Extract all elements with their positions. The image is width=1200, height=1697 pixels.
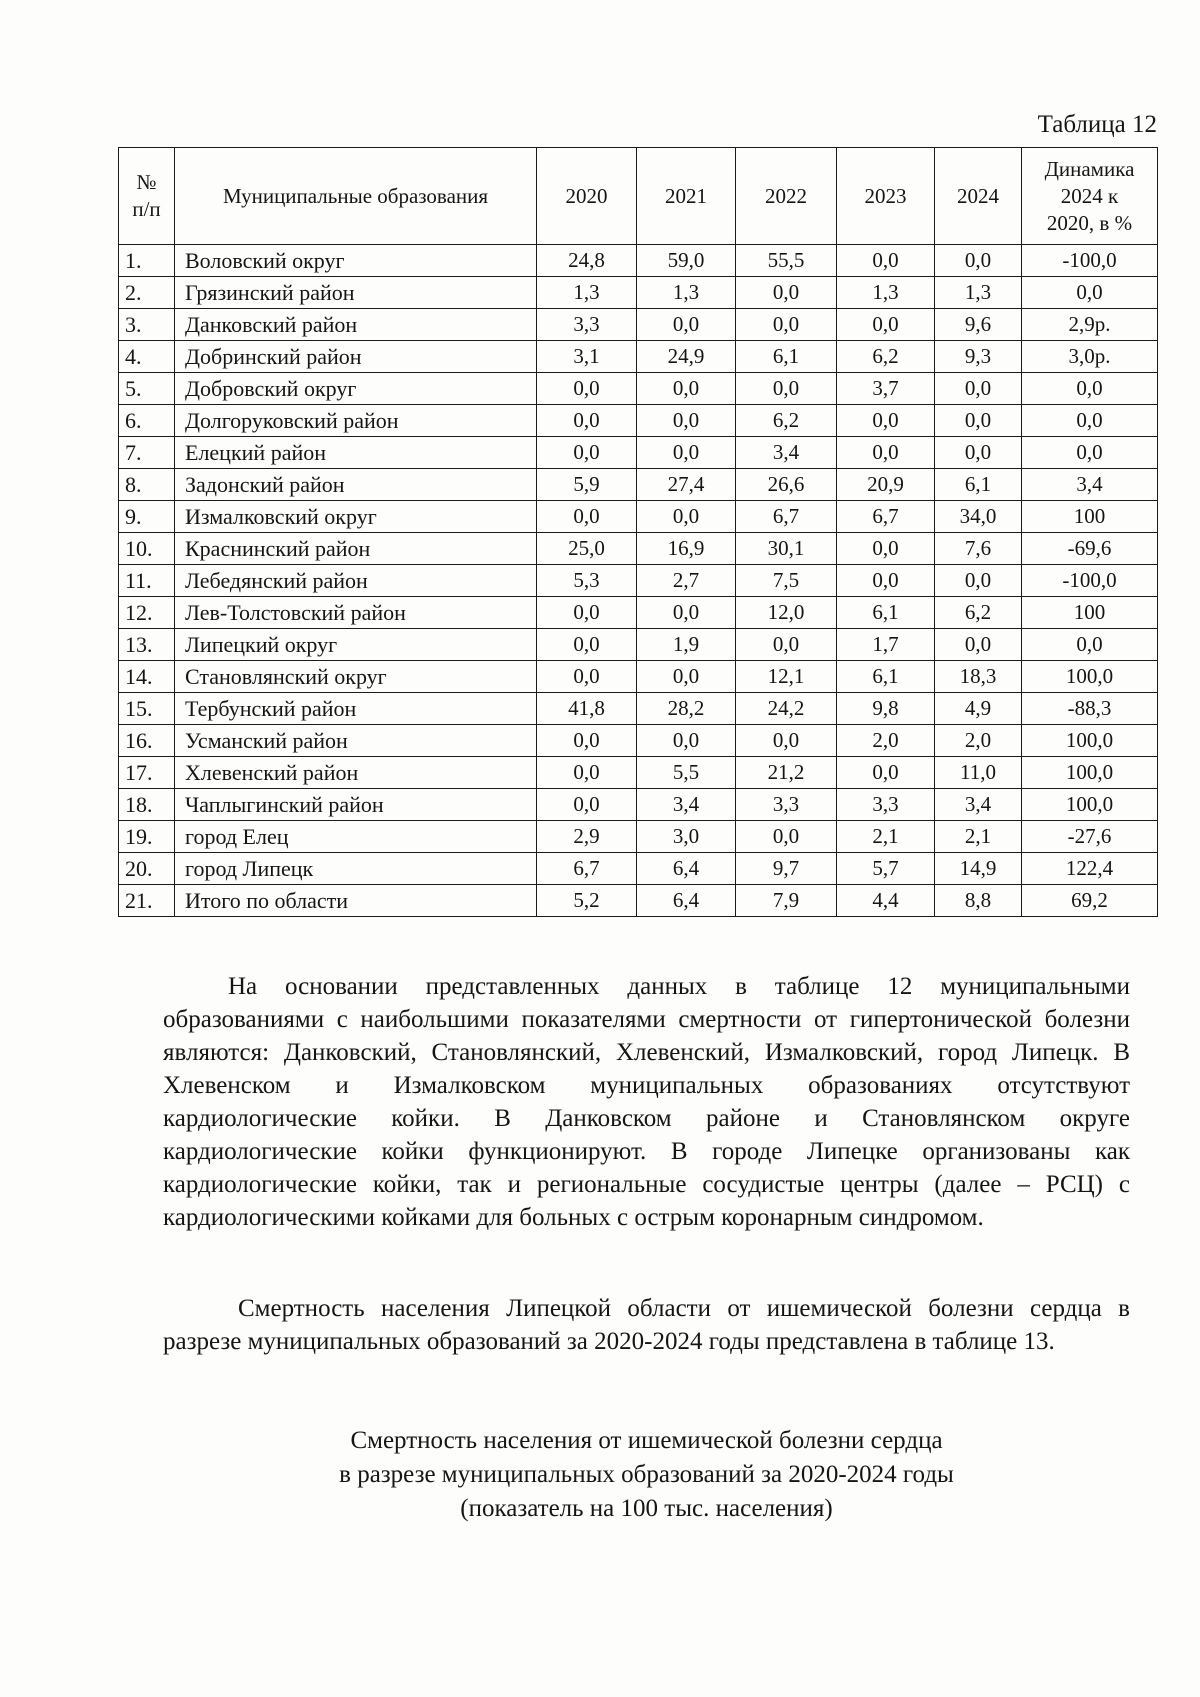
next-table-title-line-1: Смертность населения от ишемической болезни сердца — [350, 1427, 943, 1454]
value-2021: 6,4 — [637, 853, 736, 885]
value-2020: 0,0 — [537, 629, 637, 661]
value-2021: 6,4 — [637, 885, 736, 917]
value-2023: 0,0 — [837, 245, 935, 277]
value-2021: 59,0 — [637, 245, 736, 277]
table-row — [119, 597, 1158, 629]
value-2020: 2,9 — [537, 821, 637, 853]
value-2021: 0,0 — [637, 309, 736, 341]
table-body — [119, 245, 1158, 917]
dynamics-value: 100 — [1022, 501, 1158, 533]
row-number: 5. — [119, 373, 175, 405]
row-number: 8. — [119, 469, 175, 501]
row-number: 7. — [119, 437, 175, 469]
municipality-name: Итого по области — [175, 885, 537, 917]
value-2023: 4,4 — [837, 885, 935, 917]
table-row — [119, 789, 1158, 821]
value-2022: 9,7 — [736, 853, 837, 885]
row-number: 12. — [119, 597, 175, 629]
value-2022: 0,0 — [736, 277, 837, 309]
table-row — [119, 277, 1158, 309]
table-row — [119, 821, 1158, 853]
value-2023: 9,8 — [837, 693, 935, 725]
municipality-name: Елецкий район — [175, 437, 537, 469]
table-row — [119, 245, 1158, 277]
municipality-name: Грязинский район — [175, 277, 537, 309]
value-2022: 0,0 — [736, 309, 837, 341]
value-2020: 5,3 — [537, 565, 637, 597]
dynamics-value: 0,0 — [1022, 629, 1158, 661]
dynamics-value: 100 — [1022, 597, 1158, 629]
dynamics-value: 69,2 — [1022, 885, 1158, 917]
value-2023: 0,0 — [837, 437, 935, 469]
row-number: 6. — [119, 405, 175, 437]
header-dynamics: Динамика 2024 к 2020, в % — [1022, 148, 1158, 245]
value-2020: 41,8 — [537, 693, 637, 725]
value-2020: 0,0 — [537, 597, 637, 629]
dynamics-value: -69,6 — [1022, 533, 1158, 565]
value-2021: 5,5 — [637, 757, 736, 789]
value-2024: 8,8 — [935, 885, 1022, 917]
value-2020: 0,0 — [537, 437, 637, 469]
header-year-2020: 2020 — [537, 148, 637, 245]
value-2024: 0,0 — [935, 565, 1022, 597]
value-2023: 0,0 — [837, 533, 935, 565]
value-2024: 3,4 — [935, 789, 1022, 821]
dynamics-value: 0,0 — [1022, 277, 1158, 309]
value-2020: 5,2 — [537, 885, 637, 917]
value-2023: 6,2 — [837, 341, 935, 373]
municipality-name: Долгоруковский район — [175, 405, 537, 437]
dynamics-value: 122,4 — [1022, 853, 1158, 885]
dynamics-value: -100,0 — [1022, 565, 1158, 597]
value-2020: 3,3 — [537, 309, 637, 341]
row-number: 18. — [119, 789, 175, 821]
table-row — [119, 341, 1158, 373]
value-2021: 1,9 — [637, 629, 736, 661]
value-2022: 6,1 — [736, 341, 837, 373]
next-table-title — [163, 1424, 1130, 1526]
dynamics-value: 100,0 — [1022, 661, 1158, 693]
dynamics-value: 2,9р. — [1022, 309, 1158, 341]
header-year-2022: 2022 — [736, 148, 837, 245]
value-2024: 11,0 — [935, 757, 1022, 789]
table-caption: Таблица 12 — [1037, 111, 1157, 138]
municipality-name: Добринский район — [175, 341, 537, 373]
dynamics-value: -88,3 — [1022, 693, 1158, 725]
row-number: 21. — [119, 885, 175, 917]
next-table-title-line-3: (показатель на 100 тыс. населения) — [460, 1495, 833, 1522]
dynamics-value: 0,0 — [1022, 405, 1158, 437]
dynamics-value: 0,0 — [1022, 373, 1158, 405]
value-2020: 0,0 — [537, 501, 637, 533]
value-2022: 12,0 — [736, 597, 837, 629]
value-2024: 7,6 — [935, 533, 1022, 565]
row-number: 1. — [119, 245, 175, 277]
next-table-title-line-2: в разрезе муниципальных образований за 2020-2024 годы — [339, 1461, 954, 1488]
value-2023: 0,0 — [837, 405, 935, 437]
value-2021: 28,2 — [637, 693, 736, 725]
value-2024: 6,2 — [935, 597, 1022, 629]
value-2024: 1,3 — [935, 277, 1022, 309]
municipality-name: Данковский район — [175, 309, 537, 341]
value-2020: 24,8 — [537, 245, 637, 277]
table-row — [119, 629, 1158, 661]
header-year-2023: 2023 — [837, 148, 935, 245]
reference-paragraph: Смертность населения Липецкой области от ишемической болезни сердца в разрезе муниципальных образований за 2020-2024 годы представлена в таблице 13. — [163, 1295, 1130, 1355]
value-2022: 3,4 — [736, 437, 837, 469]
value-2022: 21,2 — [736, 757, 837, 789]
value-2022: 6,7 — [736, 501, 837, 533]
header-year-2021: 2021 — [637, 148, 736, 245]
value-2023: 0,0 — [837, 565, 935, 597]
row-number: 20. — [119, 853, 175, 885]
value-2021: 1,3 — [637, 277, 736, 309]
value-2024: 0,0 — [935, 437, 1022, 469]
table-header-row — [119, 148, 1158, 245]
value-2023: 6,1 — [837, 597, 935, 629]
value-2023: 5,7 — [837, 853, 935, 885]
value-2024: 0,0 — [935, 405, 1022, 437]
value-2022: 7,9 — [736, 885, 837, 917]
table-row — [119, 565, 1158, 597]
value-2024: 2,1 — [935, 821, 1022, 853]
dynamics-value: 0,0 — [1022, 437, 1158, 469]
value-2020: 0,0 — [537, 789, 637, 821]
dynamics-value: 100,0 — [1022, 725, 1158, 757]
row-number: 13. — [119, 629, 175, 661]
value-2022: 0,0 — [736, 629, 837, 661]
table-row — [119, 501, 1158, 533]
value-2021: 2,7 — [637, 565, 736, 597]
value-2024: 0,0 — [935, 373, 1022, 405]
value-2023: 2,0 — [837, 725, 935, 757]
value-2021: 0,0 — [637, 373, 736, 405]
municipality-name: Липецкий округ — [175, 629, 537, 661]
value-2024: 0,0 — [935, 629, 1022, 661]
row-number: 10. — [119, 533, 175, 565]
value-2022: 0,0 — [736, 373, 837, 405]
municipality-name: Лев-Толстовский район — [175, 597, 537, 629]
value-2021: 16,9 — [637, 533, 736, 565]
table-row — [119, 661, 1158, 693]
value-2021: 0,0 — [637, 661, 736, 693]
municipality-name: Тербунский район — [175, 693, 537, 725]
table-row — [119, 533, 1158, 565]
table-row — [119, 725, 1158, 757]
row-number: 14. — [119, 661, 175, 693]
value-2023: 2,1 — [837, 821, 935, 853]
value-2020: 25,0 — [537, 533, 637, 565]
table-row — [119, 469, 1158, 501]
row-number: 9. — [119, 501, 175, 533]
value-2022: 6,2 — [736, 405, 837, 437]
value-2024: 0,0 — [935, 245, 1022, 277]
value-2022: 0,0 — [736, 725, 837, 757]
municipality-name: город Липецк — [175, 853, 537, 885]
municipality-name: город Елец — [175, 821, 537, 853]
value-2023: 3,3 — [837, 789, 935, 821]
value-2023: 20,9 — [837, 469, 935, 501]
header-year-2024: 2024 — [935, 148, 1022, 245]
dynamics-value: 3,0р. — [1022, 341, 1158, 373]
row-number: 2. — [119, 277, 175, 309]
value-2020: 0,0 — [537, 757, 637, 789]
dynamics-value: 100,0 — [1022, 789, 1158, 821]
value-2021: 0,0 — [637, 405, 736, 437]
value-2021: 3,4 — [637, 789, 736, 821]
municipality-name: Измалковский округ — [175, 501, 537, 533]
analysis-paragraph: На основании представленных данных в таблице 12 муниципальными образованиями с наибольшими показателями смертности от гипертонической болезни являются: Данковский, Становлянский, Хлевенский, Измалковский, город Липецк. В Хлевенском и Измалковском муниципальных образованиях отсутствуют кардиологические койки. В Данковском районе и Становлянском округе кардиологические койки функционируют. В городе Липецке организованы как кардиологические койки, так и региональные сосудистые центры (далее – РСЦ) с кардиологическими койками для больных с острым коронарным синдромом. — [163, 973, 1130, 1231]
dynamics-value: 100,0 — [1022, 757, 1158, 789]
mortality-table — [118, 147, 1158, 917]
dynamics-value: -27,6 — [1022, 821, 1158, 853]
value-2023: 0,0 — [837, 757, 935, 789]
value-2022: 30,1 — [736, 533, 837, 565]
value-2024: 9,6 — [935, 309, 1022, 341]
value-2023: 6,1 — [837, 661, 935, 693]
municipality-name: Становлянский округ — [175, 661, 537, 693]
table-row — [119, 885, 1158, 917]
row-number: 15. — [119, 693, 175, 725]
value-2022: 7,5 — [736, 565, 837, 597]
header-num: № п/п — [119, 148, 175, 245]
value-2022: 12,1 — [736, 661, 837, 693]
dynamics-value: 3,4 — [1022, 469, 1158, 501]
value-2023: 1,7 — [837, 629, 935, 661]
value-2020: 6,7 — [537, 853, 637, 885]
value-2020: 0,0 — [537, 725, 637, 757]
table-row — [119, 405, 1158, 437]
table-row — [119, 373, 1158, 405]
municipality-name: Хлевенский район — [175, 757, 537, 789]
row-number: 3. — [119, 309, 175, 341]
table-row — [119, 757, 1158, 789]
value-2024: 18,3 — [935, 661, 1022, 693]
municipality-name: Лебедянский район — [175, 565, 537, 597]
municipality-name: Краснинский район — [175, 533, 537, 565]
value-2023: 1,3 — [837, 277, 935, 309]
municipality-name: Воловский округ — [175, 245, 537, 277]
value-2024: 34,0 — [935, 501, 1022, 533]
value-2020: 5,9 — [537, 469, 637, 501]
value-2022: 0,0 — [736, 821, 837, 853]
value-2020: 0,0 — [537, 373, 637, 405]
value-2024: 9,3 — [935, 341, 1022, 373]
municipality-name: Чаплыгинский район — [175, 789, 537, 821]
value-2021: 0,0 — [637, 597, 736, 629]
value-2021: 0,0 — [637, 725, 736, 757]
row-number: 19. — [119, 821, 175, 853]
value-2021: 3,0 — [637, 821, 736, 853]
value-2022: 3,3 — [736, 789, 837, 821]
value-2024: 14,9 — [935, 853, 1022, 885]
value-2023: 0,0 — [837, 309, 935, 341]
value-2023: 3,7 — [837, 373, 935, 405]
value-2022: 24,2 — [736, 693, 837, 725]
value-2021: 0,0 — [637, 437, 736, 469]
table-row — [119, 693, 1158, 725]
table-row — [119, 853, 1158, 885]
value-2020: 3,1 — [537, 341, 637, 373]
row-number: 4. — [119, 341, 175, 373]
table-row — [119, 309, 1158, 341]
table-row — [119, 437, 1158, 469]
municipality-name: Усманский район — [175, 725, 537, 757]
value-2021: 0,0 — [637, 501, 736, 533]
value-2023: 6,7 — [837, 501, 935, 533]
value-2024: 6,1 — [935, 469, 1022, 501]
value-2021: 24,9 — [637, 341, 736, 373]
municipality-name: Задонский район — [175, 469, 537, 501]
value-2022: 55,5 — [736, 245, 837, 277]
value-2022: 26,6 — [736, 469, 837, 501]
header-name: Муниципальные образования — [175, 148, 537, 245]
row-number: 11. — [119, 565, 175, 597]
value-2024: 2,0 — [935, 725, 1022, 757]
row-number: 17. — [119, 757, 175, 789]
row-number: 16. — [119, 725, 175, 757]
value-2020: 0,0 — [537, 661, 637, 693]
value-2020: 1,3 — [537, 277, 637, 309]
municipality-name: Добровский округ — [175, 373, 537, 405]
value-2020: 0,0 — [537, 405, 637, 437]
value-2021: 27,4 — [637, 469, 736, 501]
dynamics-value: -100,0 — [1022, 245, 1158, 277]
value-2024: 4,9 — [935, 693, 1022, 725]
